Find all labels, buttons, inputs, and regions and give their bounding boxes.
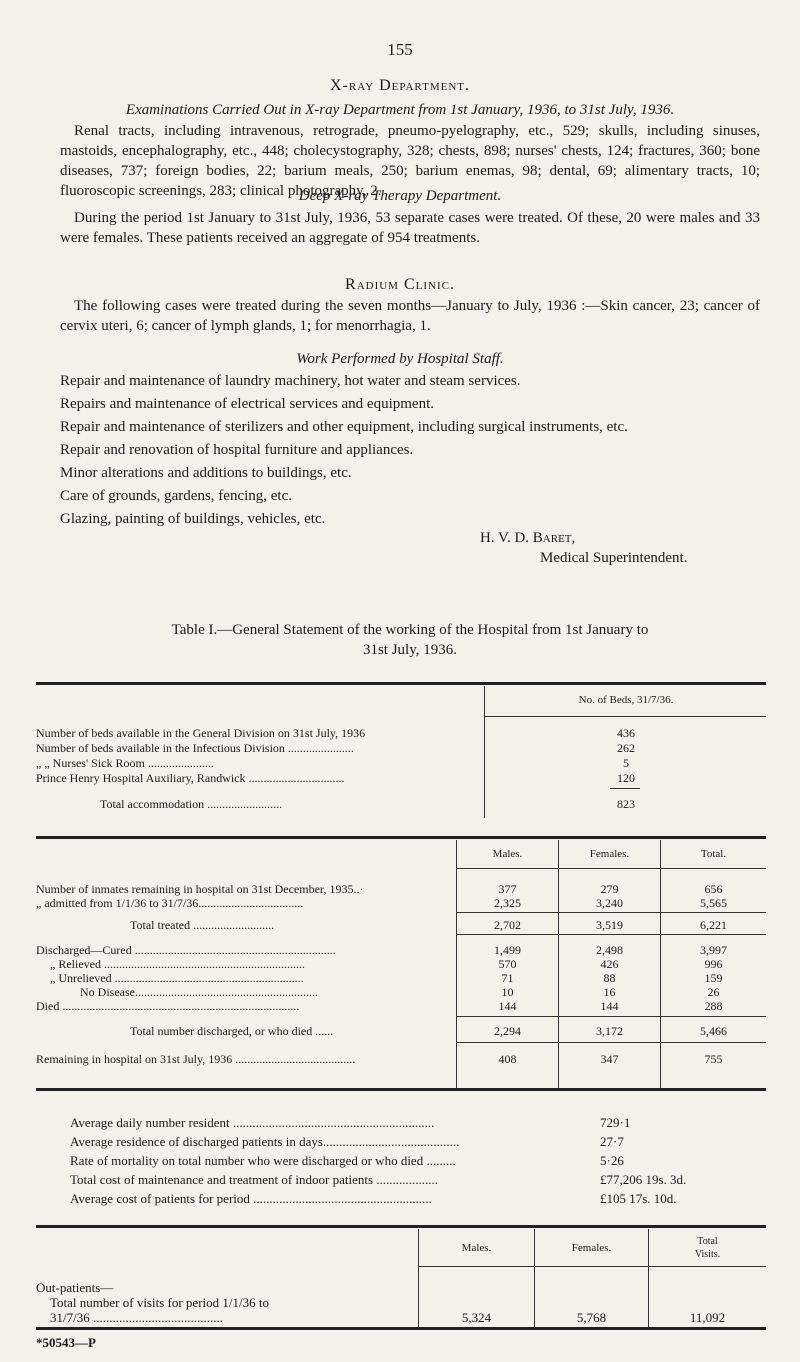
discharge-row-females: 144 bbox=[600, 999, 619, 1013]
work-item: Repair and maintenance of sterilizers and other equipment, including surgical instruments, etc. bbox=[60, 419, 628, 435]
inmates-col-females: Females. bbox=[589, 848, 630, 860]
work-item: Repairs and maintenance of electrical services and equipment. bbox=[60, 396, 435, 412]
inmates-col-males: Males. bbox=[492, 848, 523, 860]
total-discharged-total: 5,466 bbox=[700, 1024, 727, 1038]
xray-heading: X-ray Department. bbox=[330, 77, 470, 94]
beds-sum-rule bbox=[610, 788, 640, 789]
average-value: £105 17s. 10d. bbox=[600, 1191, 677, 1206]
outpatients-top-rule bbox=[36, 1225, 766, 1228]
discharge-row-label: „ Relieved ................................................................... bbox=[50, 957, 305, 971]
outpatients-col-total-1: Total bbox=[697, 1236, 718, 1247]
discharge-row-label: „ Unrelieved ............................................................... bbox=[50, 971, 304, 985]
treated-rule bbox=[457, 912, 766, 913]
inmates-row-males: 2,325 bbox=[494, 896, 521, 910]
total-treated-females: 3,519 bbox=[596, 918, 623, 932]
printer-code: *50543—P bbox=[36, 1335, 96, 1350]
work-subheading: Work Performed by Hospital Staff. bbox=[296, 351, 504, 367]
page-number: 155 bbox=[387, 40, 413, 59]
average-label: Rate of mortality on total number who were discharged or who died ......... bbox=[70, 1153, 456, 1168]
beds-table-top-rule bbox=[36, 682, 766, 685]
inmates-row-total: 5,565 bbox=[700, 896, 727, 910]
inmates-row-females: 279 bbox=[600, 882, 619, 896]
signature-title: Medical Superintendent. bbox=[540, 550, 688, 566]
inmates-header-rule bbox=[457, 868, 766, 869]
total-discharged-males: 2,294 bbox=[494, 1024, 521, 1038]
beds-column-rule bbox=[484, 686, 485, 818]
beds-row-label: Number of beds available in the General Division on 31st July, 1936 bbox=[36, 726, 366, 740]
work-item: Care of grounds, gardens, fencing, etc. bbox=[60, 488, 293, 504]
outpatients-females: 5,768 bbox=[576, 1310, 607, 1325]
inmates-row-total: 656 bbox=[704, 882, 723, 896]
average-value: £77,206 19s. 3d. bbox=[600, 1172, 687, 1187]
beds-row-label: Number of beds available in the Infectious Division ...................... bbox=[36, 741, 354, 755]
discharge-row-label: Died ............................................................................... bbox=[36, 999, 300, 1013]
beds-header: No. of Beds, 31/7/36. bbox=[578, 694, 674, 706]
outpatients-label-3: 31/7/36 ........................................ bbox=[50, 1310, 223, 1325]
average-label: Total cost of maintenance and treatment of indoor patients ................... bbox=[70, 1172, 439, 1187]
remaining-males: 408 bbox=[498, 1052, 517, 1066]
discharge-row-total: 288 bbox=[704, 999, 723, 1013]
beds-row-value: 262 bbox=[617, 741, 635, 755]
average-label: Average cost of patients for period ....................................................... bbox=[70, 1191, 432, 1206]
deep-xray-subheading: Deep X-ray Therapy Department. bbox=[298, 188, 502, 204]
inmates-row-males: 377 bbox=[498, 882, 517, 896]
outpatients-bottom-rule bbox=[36, 1327, 766, 1330]
total-discharged-label: Total number discharged, or who died ...... bbox=[130, 1024, 334, 1038]
discharged-sum-rule bbox=[457, 1016, 766, 1017]
table-title-line2: 31st July, 1936. bbox=[362, 642, 458, 658]
outpatients-total: 11,092 bbox=[689, 1310, 726, 1325]
discharge-row-label: Discharged—Cured ................................................................... bbox=[36, 943, 336, 957]
average-value: 27·7 bbox=[600, 1134, 624, 1149]
inmates-row-label: Number of inmates remaining in hospital on 31st December, 1935..· bbox=[36, 882, 364, 896]
remaining-total: 755 bbox=[704, 1052, 723, 1066]
xray-body: Renal tracts, including intravenous, retrograde, pneumo-pyelography, etc., 529; skulls, including sinuses, mastoids, encephalography, etc., 448; cholecystography, 328; chests, 898; nurses' chests, 124; fractures, 360; bone diseases, 737; foreign bodies, 22; barium meals, 250; barium enemas, 98; dental, 69; alimentary tracts, 10; fluoroscopic screenings, 283; clinical photography, 2. bbox=[60, 123, 760, 199]
discharge-row-total: 159 bbox=[704, 971, 723, 985]
beds-row-label: „ „ Nurses' Sick Room ...................... bbox=[36, 756, 214, 770]
remaining-females: 347 bbox=[600, 1052, 619, 1066]
outpatients-males: 5,324 bbox=[461, 1310, 492, 1325]
total-treated-label: Total treated ........................... bbox=[130, 918, 275, 932]
beds-row-value: 5 bbox=[623, 756, 629, 770]
work-item: Repair and maintenance of laundry machinery, hot water and steam services. bbox=[60, 373, 521, 389]
discharge-row-males: 10 bbox=[501, 985, 514, 999]
discharge-row-females: 16 bbox=[603, 985, 616, 999]
discharge-row-females: 2,498 bbox=[596, 943, 623, 957]
remaining-label: Remaining in hospital on 31st July, 1936 ........................................ bbox=[36, 1052, 356, 1066]
work-item: Repair and renovation of hospital furniture and appliances. bbox=[60, 442, 414, 458]
inmates-row-label: „ admitted from 1/1/36 to 31/7/36................................... bbox=[36, 896, 304, 910]
beds-total-label: Total accommodation ......................... bbox=[100, 797, 283, 811]
work-item: Minor alterations and additions to buildings, etc. bbox=[60, 465, 352, 481]
outpatients-col-females: Females. bbox=[571, 1242, 612, 1254]
average-label: Average daily number resident .............................................................. bbox=[70, 1115, 435, 1130]
total-discharged-females: 3,172 bbox=[596, 1024, 623, 1038]
outpatients-col-total-2: Visits. bbox=[694, 1249, 721, 1260]
average-value: 729·1 bbox=[600, 1115, 631, 1130]
beds-row-value: 436 bbox=[617, 726, 635, 740]
radium-body: The following cases were treated during the seven months—January to July, 1936 :—Skin cancer, 23; cancer of cervix uteri, 6; cancer of lymph glands, 1; for menorrhagia, 1. bbox=[60, 298, 760, 334]
radium-heading: Radium Clinic. bbox=[345, 276, 455, 293]
total-treated-total: 6,221 bbox=[700, 918, 727, 932]
inmates-row-females: 3,240 bbox=[596, 896, 623, 910]
table-title-line1: Table I.—General Statement of the working of the Hospital from 1st January to bbox=[171, 622, 649, 638]
deep-xray-body: During the period 1st January to 31st July, 1936, 53 separate cases were treated. Of these, 20 were males and 33 were females. These patients received an aggregate of 954 treatments. bbox=[60, 210, 760, 246]
signature-name: H. V. D. Baret, bbox=[480, 530, 576, 546]
discharge-row-total: 996 bbox=[704, 957, 723, 971]
discharge-row-total: 26 bbox=[707, 985, 720, 999]
beds-total-value: 823 bbox=[617, 797, 635, 811]
inmates-table-bottom-rule bbox=[36, 1088, 766, 1091]
inmates-table-top-rule bbox=[36, 836, 766, 839]
discharge-row-label: No Disease............................................................. bbox=[80, 985, 318, 999]
discharge-row-males: 71 bbox=[501, 971, 514, 985]
xray-subheading: Examinations Carried Out in X-ray Department from 1st January, 1936, to 31st July, 1936. bbox=[125, 102, 675, 118]
beds-row-label: Prince Henry Hospital Auxiliary, Randwick ................................ bbox=[36, 771, 345, 785]
beds-row-value: 120 bbox=[617, 771, 635, 785]
outpatients-label-1: Out-patients— bbox=[36, 1280, 114, 1295]
outpatients-col-males: Males. bbox=[461, 1242, 492, 1254]
discharged-rule bbox=[457, 934, 766, 935]
discharge-row-males: 570 bbox=[498, 957, 517, 971]
discharge-row-females: 426 bbox=[600, 957, 619, 971]
outpatients-label-2: Total number of visits for period 1/1/36 to bbox=[50, 1295, 269, 1310]
discharge-row-total: 3,997 bbox=[700, 943, 727, 957]
outpatients-header-rule bbox=[419, 1266, 766, 1267]
average-label: Average residence of discharged patients in days.......................................... bbox=[70, 1134, 460, 1149]
total-treated-males: 2,702 bbox=[494, 918, 521, 932]
remaining-rule bbox=[457, 1042, 766, 1043]
work-item: Glazing, painting of buildings, vehicles, etc. bbox=[60, 511, 326, 527]
discharge-row-males: 144 bbox=[498, 999, 517, 1013]
discharge-row-females: 88 bbox=[603, 971, 616, 985]
beds-header-rule bbox=[485, 716, 766, 717]
average-value: 5·26 bbox=[600, 1153, 624, 1168]
inmates-col-total: Total. bbox=[700, 848, 727, 860]
discharge-row-males: 1,499 bbox=[494, 943, 521, 957]
